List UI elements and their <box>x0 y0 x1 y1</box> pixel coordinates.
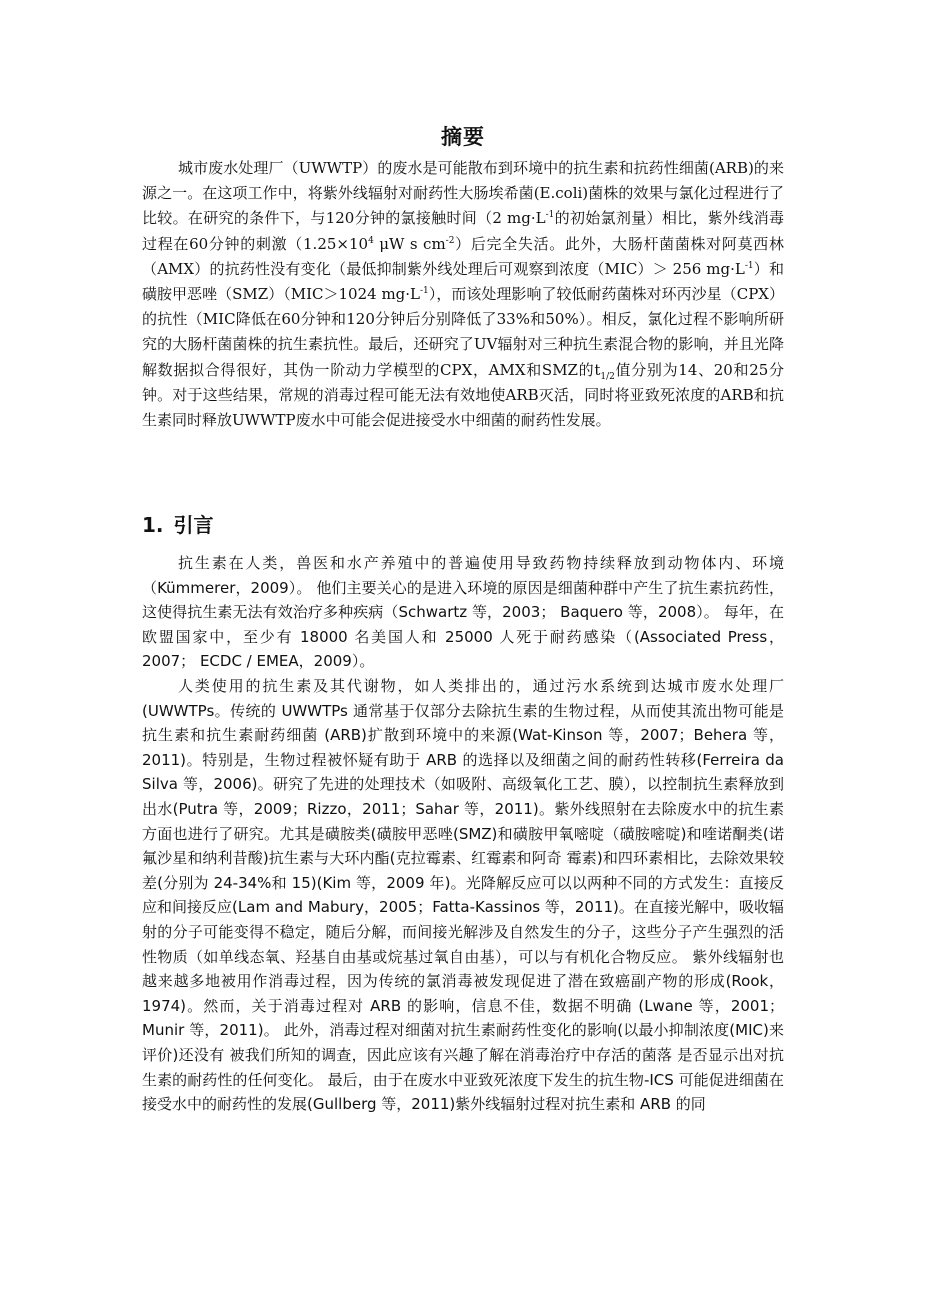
abstract-text-g: 值分别为14、20和25分钟。对于这些结果，常规的消毒过程可能无法有效地使ARB灭活，同时将亚致死浓度的ARB和抗生素同时释放UWWTP废水中可能会促进接受水中细菌的耐药性发展。 <box>142 360 784 430</box>
abstract-sup-a: -1 <box>545 210 555 221</box>
intro-paragraph-2: 人类使用的抗生素及其代谢物，如人类排出的，通过污水系统到达城市废水处理厂(UWWTPs。传统的 UWWTPs 通常基于仅部分去除抗生素的生物过程，从而使其流出物可能是抗生素和抗生素耐药细菌 (ARB)扩散到环境中的来源(Wat-Kinson 等，2007；Behera 等，2011)。特别是，生物过程被怀疑有助于 ARB 的选择以及细菌之间的耐药性转移(Ferreira da Silva 等，2006)。研究了先进的处理技术（如吸附、高级氧化工艺、膜），以控制抗生素释放到出水(Putra 等，2009；Rizzo，2011；Sahar 等，2011)。紫外线照射在去除废水中的抗生素方面也进行了研究。尤其是磺胺类(磺胺甲恶唑(SMZ)和磺胺甲氧嘧啶（磺胺嘧啶)和喹诺酮类(诺氟沙星和纳利昔酸)抗生素与大环内酯(克拉霉素、红霉素和阿奇 霉素)和四环素相比，去除效果较差(分别为 24-34%和 15)(Kim 等，2009 年)。光降解反应可以以两种不同的方式发生：直接反应和间接反应(Lam and Mabury，2005；Fatta-Kassinos 等，2011)。在直接光解中，吸收辐射的分子可能变得不稳定，随后分解，而间接光解涉及自然发生的分子，这些分子产生强烈的活性物质（如单线态氧、羟基自由基或烷基过氧自由基），可以与有机化合物反应。 紫外线辐射也越来越多地被用作消毒过程，因为传统的氯消毒被发现促进了潜在致癌副产物的形成(Rook，1974)。然而，关于消毒过程对 ARB 的影响，信息不佳，数据不明确 (Lwane 等，2001；Munir 等，2011)。 此外，消毒过程对细菌对抗生素耐药性变化的影响(以最小抑制浓度(MIC)来评价)还没有 被我们所知的调查，因此应该有兴趣了解在消毒治疗中存活的菌落 是否显示出对抗生素的耐药性的任何变化。 最后，由于在废水中亚致死浓度下发生的抗生物-ICS 可能促进细菌在接受水中的耐药性的发展(Gullberg 等，2011)紫外线辐射过程对抗生素和 ARB 的同 <box>142 677 784 1114</box>
section-title: 引言 <box>173 513 214 537</box>
abstract-text-c: μW s cm <box>373 234 446 253</box>
abstract-text-f: ），而该处理影响了较低耐药菌株对环丙沙星（CPX）的抗性（MIC降低在60分钟和120分钟后分别降低了33%和50%）。相反，氯化过程不影响所研究的大肠杆菌菌株的抗生素抗性。最后，还研究了UV辐射对三种抗生素混合物的影响，并且光降解数据拟合得很好，其伪一阶动力学模型的CPX，AMX和SMZ的t <box>142 285 784 379</box>
abstract-text-d: ）后完全失活。此外，大肠杆菌菌株对阿莫西林（AMX）的抗药性没有变化（最低抑制紫外线处理后可观察到浓度（MIC）＞ 256 mg·L <box>142 234 784 278</box>
intro-paragraph-1: 抗生素在人类，兽医和水产养殖中的普遍使用导致药物持续释放到动物体内、环境（Kümmerer，2009）。 他们主要关心的是进入环境的原因是细菌种群中产生了抗生素抗药性，这使得抗生素无法有效治疗多种疾病（Schwartz 等，2003； Baquero 等，2008）。 每年，在欧盟国家中，至少有 18000 名美国人和 25000 人死于耐药感染（(Associated Press，2007； ECDC / EMEA，2009）。 <box>142 554 784 671</box>
abstract-sup-b: 4 <box>368 235 374 246</box>
abstract-paragraph <box>142 156 784 433</box>
abstract-heading: 摘要 <box>441 125 485 149</box>
abstract-sup-d: -1 <box>744 260 754 271</box>
abstract-text-a: 城市废水处理厂（UWWTP）的废水是可能散布到环境中的抗生素和抗药性细菌(ARB)的来源之一。在这项工作中，将紫外线辐射对耐药性大肠埃希菌(E.coli)菌株的效果与氯化过程进行了比较。在研究的条件下，与120分钟的氯接触时间（2 mg·L <box>142 159 784 228</box>
abstract-sup-c: -2 <box>445 235 455 246</box>
section-number: 1. <box>142 513 164 537</box>
abstract-sub-f: 1/2 <box>600 371 615 382</box>
abstract-sup-e: -1 <box>420 286 429 297</box>
abstract-text-b: 的初始氯剂量）相比，紫外线消毒过程在60分钟的刺激（1.25×10 <box>142 209 784 253</box>
abstract-text-e: ）和磺胺甲恶唑（SMZ）（MIC＞1024 mg·L <box>142 259 784 304</box>
section-heading <box>142 510 214 540</box>
